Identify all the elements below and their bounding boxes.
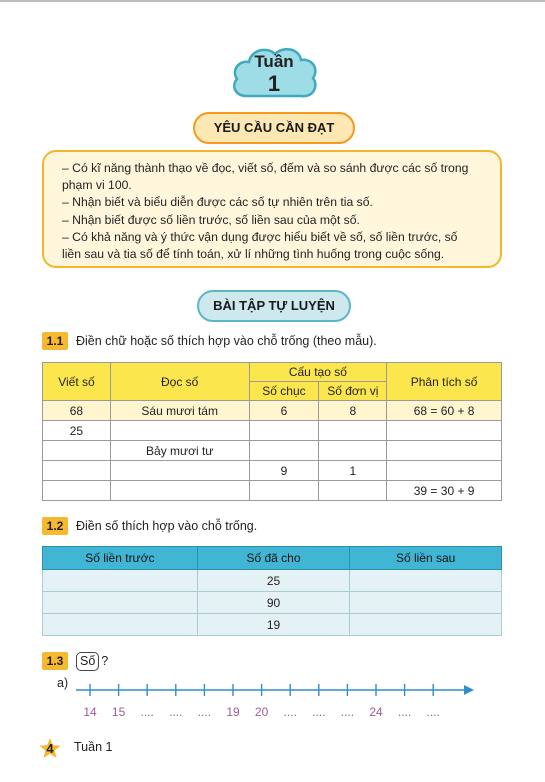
cell-input[interactable] [43,592,198,614]
tick-label[interactable]: .... [312,705,326,719]
tick-label[interactable]: .... [397,705,412,719]
cell-input[interactable] [350,570,502,592]
cell-input[interactable] [110,481,249,501]
question-1-2 [42,516,257,536]
cell: 19 [197,614,350,636]
cell-input[interactable] [43,481,111,501]
number-line [72,680,474,700]
neighbor-table [42,546,502,636]
question-text: Điền số thích hợp vào chỗ trống. [76,519,258,533]
requirement-line: – Nhận biết và biểu diễn được các số tự nhiên trên tia số. [62,195,373,210]
header-read: Đọc số [110,363,249,401]
cell: 68 = 60 + 8 [387,401,502,421]
tick-label[interactable]: .... [140,705,154,719]
week-number: 1 [267,71,281,96]
question-number: 1.2 [42,517,68,535]
cell-input[interactable] [319,441,387,461]
cell: 68 [43,401,111,421]
requirement-line: liền sau và tia số để tính toán, xử lí những tình huống trong cuộc sống. [62,247,445,262]
cell-input[interactable] [319,481,387,501]
header-structure: Cấu tạo số [249,363,387,382]
header-write: Viết số [43,363,111,401]
header-given: Số đã cho [197,547,350,570]
cell-input[interactable] [387,421,502,441]
requirements-box [42,150,502,268]
cell-input[interactable] [350,614,502,636]
header-tens: Số chục [249,382,319,401]
cell-input[interactable] [350,592,502,614]
cell-input[interactable] [249,421,319,441]
cell-input[interactable] [43,441,111,461]
requirement-line: – Có khả năng và ý thức vận dụng được hiểu biết về số, số liền trước, số [62,229,458,244]
table-row [43,592,502,614]
tick-label[interactable]: .... [340,705,355,719]
tick-label[interactable]: .... [169,705,183,719]
question-text: Điền chữ hoặc số thích hợp vào chỗ trống (theo mẫu). [76,334,377,348]
cell: 1 [319,461,387,481]
tick-label[interactable]: .... [426,705,440,719]
question-number: 1.1 [42,332,68,350]
table-row [43,421,502,441]
tick-label: 15 [111,705,126,719]
table-row [43,441,502,461]
page-number: 4 [46,741,54,756]
number-table [42,362,502,501]
cell: Sáu mươi tám [110,401,249,421]
cell: 39 = 30 + 9 [387,481,502,501]
cell: 6 [249,401,319,421]
table-row [43,570,502,592]
cell: 9 [249,461,319,481]
header-next: Số liền sau [350,547,502,570]
cell-input[interactable] [249,441,319,461]
cell-input[interactable] [43,570,198,592]
table-row [43,401,502,421]
cell: Bảy mươi tư [110,441,249,461]
cell-input[interactable] [249,481,319,501]
requirement-line: phạm vi 100. [62,178,132,193]
cell-input[interactable] [319,421,387,441]
requirement-line: – Có kĩ năng thành thạo về đọc, viết số, đếm và so sánh được các số trong [62,161,469,175]
footer-text: Tuần 1 [74,740,113,754]
question-1-1 [42,331,377,351]
table-row [43,481,502,501]
tick-label: 19 [226,705,240,719]
tick-label: 14 [83,705,97,719]
question-number: 1.3 [42,652,68,670]
cell-input[interactable] [43,614,198,636]
header-analysis: Phân tích số [387,363,502,401]
requirement-line: – Nhận biết được số liền trước, số liền sau của một số. [62,212,360,227]
tick-label[interactable]: .... [197,705,212,719]
week-title: Tuần [254,52,294,71]
cell: 25 [197,570,350,592]
header-previous: Số liền trước [43,547,198,570]
week-badge [229,44,319,102]
number-box: Số [76,652,99,671]
tick-label: 20 [254,705,269,719]
exercises-title: BÀI TẬP TỰ LUYỆN [197,290,351,322]
requirements-title: YÊU CẦU CẦN ĐẠT [193,112,355,144]
cell-input[interactable] [110,421,249,441]
cell-input[interactable] [387,461,502,481]
top-border [0,0,545,2]
cell: 90 [197,592,350,614]
table-row [43,614,502,636]
part-label: a) [57,676,69,690]
cell-input[interactable] [43,461,111,481]
question-1-3 [42,651,108,671]
table-row [43,461,502,481]
cell: 8 [319,401,387,421]
tick-label[interactable]: .... [283,705,297,719]
cell-input[interactable] [387,441,502,461]
header-units: Số đơn vị [319,382,387,401]
tick-label: 24 [369,705,383,719]
arrow-head-icon [464,685,474,695]
cell-input[interactable] [110,461,249,481]
cell: 25 [43,421,111,441]
question-mark: ? [101,654,109,668]
